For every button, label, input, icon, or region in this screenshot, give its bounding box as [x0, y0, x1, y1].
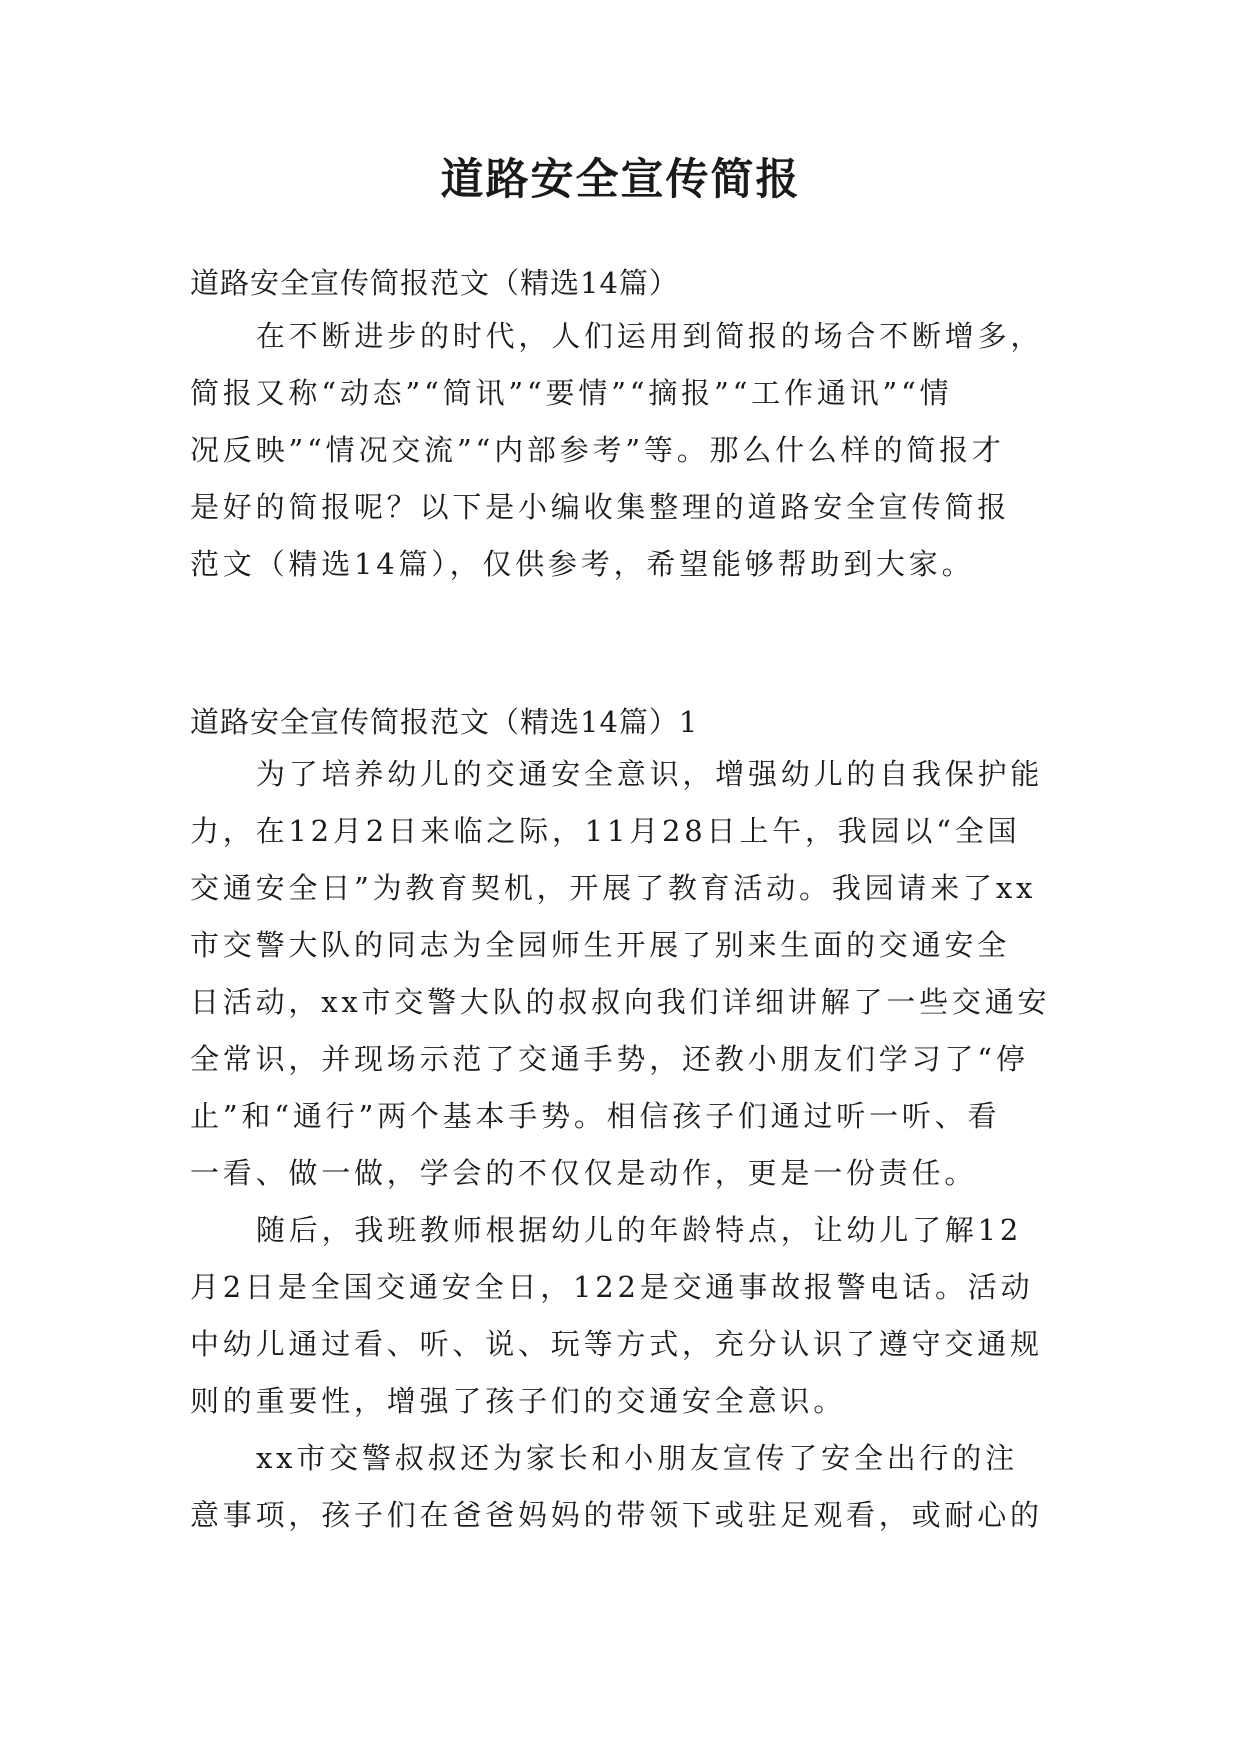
document-subtitle: 道路安全宣传简报范文（精选14篇） — [190, 266, 679, 300]
paragraph-line: 一看、做一做，学会的不仅仅是动作，更是一份责任。 — [190, 1156, 978, 1190]
paragraph-1 — [190, 746, 1070, 1202]
paragraph-line: 范文（精选14篇），仅供参考，希望能够帮助到大家。 — [190, 547, 975, 581]
paragraph-line: 交通安全日”为教育契机，开展了教育活动。我园请来了xx — [190, 871, 1037, 905]
paragraph-line: 市交警大队的同志为全园师生开展了别来生面的交通安全 — [190, 928, 1011, 962]
paragraph-line: 全常识，并现场示范了交通手势，还教小朋友们学习了“停 — [190, 1042, 1029, 1076]
paragraph-line: 意事项，孩子们在爸爸妈妈的带领下或驻足观看，或耐心的 — [190, 1498, 1043, 1532]
paragraph-line: 日活动，xx市交警大队的叔叔向我们详细讲解了一些交通安 — [190, 985, 1051, 1019]
paragraph-3 — [190, 1430, 1070, 1544]
paragraph-line: 简报又称“动态”“简讯”“要情”“摘报”“工作通讯”“情 — [190, 376, 953, 410]
intro-paragraph — [190, 308, 1070, 593]
paragraph-line: 中幼儿通过看、听、说、玩等方式，充分认识了遵守交通规 — [190, 1327, 1043, 1361]
paragraph-line: 月2日是全国交通安全日，122是交通事故报警电话。活动 — [190, 1270, 1034, 1304]
section-heading: 道路安全宣传简报范文（精选14篇）1 — [190, 705, 699, 739]
paragraph-line: 止”和“通行”两个基本手势。相信孩子们通过听一听、看 — [190, 1099, 1001, 1133]
paragraph-line: 则的重要性，增强了孩子们的交通安全意识。 — [190, 1384, 847, 1418]
paragraph-line: xx市交警叔叔还为家长和小朋友宣传了安全出行的注 — [256, 1441, 1018, 1475]
paragraph-2 — [190, 1202, 1070, 1430]
paragraph-line: 是好的简报呢？以下是小编收集整理的道路安全宣传简报 — [190, 490, 1011, 524]
paragraph-line: 为了培养幼儿的交通安全意识，增强幼儿的自我保护能 — [256, 757, 1044, 791]
paragraph-line: 随后，我班教师根据幼儿的年龄特点，让幼儿了解12 — [256, 1213, 1023, 1247]
document-title: 道路安全宣传简报 — [440, 155, 801, 205]
paragraph-line: 况反映”“情况交流”“内部参考”等。那么什么样的简报才 — [190, 433, 1005, 467]
paragraph-line: 力，在12月2日来临之际，11月28日上午，我园以“全国 — [190, 814, 1021, 848]
paragraph-line: 在不断进步的时代，人们运用到简报的场合不断增多， — [256, 319, 1044, 353]
